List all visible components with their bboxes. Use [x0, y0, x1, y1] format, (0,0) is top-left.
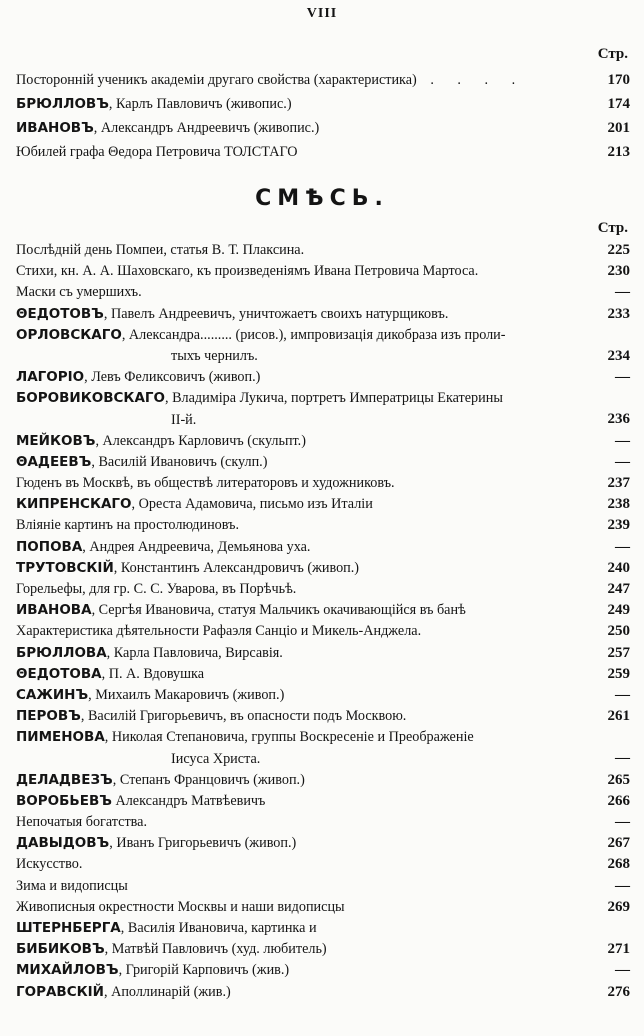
toc-entry-page: 213: [607, 144, 630, 160]
toc-entry: [16, 706, 630, 727]
toc-entry-title: Живописныя окрестности Москвы и наши видописцы: [16, 898, 345, 915]
toc-entry: [16, 452, 630, 473]
toc-entry: [16, 812, 630, 833]
toc-entry: [16, 664, 630, 685]
toc-entry: [16, 494, 630, 515]
toc-entry: [16, 367, 630, 388]
toc-entry-title: Гюденъ въ Москвѣ, въ обществѣ литераторовъ и художниковъ.: [16, 475, 395, 492]
toc-entry: [16, 240, 630, 261]
toc-entry-title: ДАВЫДОВЪ, Иванъ Григорьевичъ (живоп.): [16, 835, 297, 852]
toc-entry-page: 201: [607, 120, 630, 136]
toc-entry-title: Зима и видописцы: [16, 877, 128, 894]
toc-entry: [16, 621, 630, 642]
toc-entry-title: ИВАНОВЪ, Александръ Андреевичъ (живопис.): [16, 120, 320, 136]
page-number: VIII: [306, 6, 338, 21]
toc-entry-name: МИХАЙЛОВЪ: [16, 962, 119, 979]
toc-entry-page: 225: [607, 241, 630, 258]
toc-entry-page: 257: [607, 644, 630, 661]
toc-entry-page: —: [615, 750, 630, 767]
toc-entry-title: Стихи, кн. А. А. Шаховскаго, къ произведеніямъ Ивана Петровича Мартоса.: [16, 263, 479, 280]
toc-entry-page: 259: [607, 665, 630, 682]
page-column-label: Стр.: [597, 46, 628, 62]
toc-entry-page: —: [615, 432, 630, 449]
toc-entry-page: 265: [607, 771, 630, 788]
toc-entry-name: ЛАГОРІО: [16, 369, 85, 386]
toc-entry-name: МЕЙКОВЪ: [16, 432, 96, 449]
toc-entry-name: БИБИКОВЪ: [16, 941, 105, 958]
toc-entry-page: 239: [607, 517, 630, 534]
toc-entry: [16, 982, 630, 1003]
toc-entry-page: —: [615, 453, 630, 470]
toc-entry-title: Послѣдній день Помпеи, статья В. Т. Плаксина.: [16, 242, 305, 258]
toc-entry: [16, 579, 630, 600]
toc-entry-page: 269: [607, 898, 630, 915]
toc-entry-page: 249: [607, 602, 630, 619]
toc-entry: [16, 537, 630, 558]
toc-entry-page: 236: [607, 411, 630, 428]
toc-entry-title: Искусство.: [16, 856, 83, 873]
toc-entry-page: —: [615, 877, 630, 894]
toc-entry-name: ВОРОБЬЕВЪ: [16, 792, 112, 809]
toc-entry-title: Маски съ умершихъ.: [16, 284, 142, 301]
toc-entry: [16, 388, 630, 409]
toc-entry: [16, 325, 630, 346]
toc-entry-title: Вліяніе картинъ на простолюдиновъ.: [16, 517, 240, 534]
toc-entry: [16, 282, 630, 303]
toc-entry-title: БОРОВИКОВСКАГО, Владиміра Лукича, портретъ Императрицы Екатерины: [16, 390, 503, 407]
toc-entry-name: ДЕЛАДВЕЗЪ: [16, 771, 113, 788]
toc-entry: [16, 140, 630, 164]
toc-entry-title: Юбилей графа Θедора Петровича ТОЛСТАГО: [16, 144, 298, 160]
toc-entry-title: ЛАГОРІО, Левъ Феликсовичъ (живоп.): [16, 369, 261, 386]
toc-entry-title: Іисуса Христа.: [171, 750, 261, 767]
toc-entry-title: ИВАНОВА, Сергѣя Ивановича, статуя Мальчикъ окачивающійся въ банѣ: [16, 602, 466, 619]
toc-entry-title: БИБИКОВЪ, Матвѣй Павловичъ (худ. любитель): [16, 941, 327, 958]
toc-entry-name: ДАВЫДОВЪ: [16, 835, 110, 852]
toc-entry: [16, 643, 630, 664]
toc-entry: [16, 473, 630, 494]
toc-entry-title: ГОРАВСКІЙ, Аполлинарій (жив.): [16, 983, 231, 1000]
toc-entry-name: БОРОВИКОВСКАГО: [16, 390, 165, 407]
toc-entry-page: —: [615, 962, 630, 979]
toc-entry-page: 268: [607, 856, 630, 873]
toc-entry-name: ИВАНОВА: [16, 602, 92, 619]
toc-entry-title: МЕЙКОВЪ, Александръ Карловичъ (скульпт.): [16, 432, 306, 449]
toc-entry: [16, 727, 630, 748]
toc-entry-title: БРЮЛЛОВЪ, Карлъ Павловичъ (живопис.): [16, 96, 292, 112]
page-column-label-2: Стр.: [597, 220, 628, 236]
toc-entry-page: 247: [607, 580, 630, 597]
toc-entry-page: 238: [607, 496, 630, 513]
toc-entry: [16, 791, 630, 812]
toc-entry-title: ΘЕДОТОВЪ, Павелъ Андреевичъ, уничтожаетъ своихъ натурщиковъ.: [16, 305, 449, 322]
toc-entry-name: ΘАДЕЕВЪ: [16, 453, 92, 470]
toc-entry: [16, 685, 630, 706]
toc-entry-title: ШТЕРНБЕРГА, Василія Ивановича, картинка и: [16, 920, 317, 936]
toc-entry-page: 250: [607, 623, 630, 640]
toc-entry-name: ПЕРОВЪ: [16, 708, 81, 725]
toc-entry-page: —: [615, 369, 630, 386]
toc-entry-name: ИВАНОВЪ: [16, 120, 94, 136]
toc-entry-page: 261: [607, 708, 630, 725]
toc-entry-page: 276: [607, 983, 630, 1000]
toc-entry: [16, 770, 630, 791]
toc-entry-title: Непочатыя богатства.: [16, 814, 148, 831]
toc-entry-name: САЖИНЪ: [16, 686, 89, 703]
toc-entry-name: ОРЛОВСКАГО: [16, 326, 122, 343]
toc-entry-name: ΘЕДОТОВЪ: [16, 305, 104, 322]
toc-entry-name: БРЮЛЛОВЪ: [16, 96, 109, 112]
toc-entry: [16, 261, 630, 282]
toc-entry-page: —: [615, 686, 630, 703]
toc-entry-title: МИХАЙЛОВЪ, Григорій Карповичъ (жив.): [16, 962, 290, 979]
toc-entry: [16, 854, 630, 875]
toc-entry: [16, 346, 630, 367]
toc-entry-title: САЖИНЪ, Михаилъ Макаровичъ (живоп.): [16, 686, 285, 703]
toc-entry-page: 170: [607, 72, 630, 88]
toc-entry-name: ΘЕДОТОВА: [16, 665, 102, 682]
toc-entry-title: ΘЕДОТОВА, П. А. Вдовушка: [16, 665, 205, 682]
toc-entry-page: 266: [607, 792, 630, 809]
toc-entry-title: Характеристика дѣятельности Рафаэля Санціо и Микель-Анджела.: [16, 623, 422, 640]
toc-entry: [16, 918, 630, 939]
toc-entry: [16, 876, 630, 897]
toc-entry-title: БРЮЛЛОВА, Карла Павловича, Вирсавія.: [16, 644, 283, 661]
toc-entry-title: тыхъ чернилъ.: [171, 347, 258, 364]
toc-entry-name: ПИМЕНОВА: [16, 729, 105, 746]
toc-entry-title: ТРУТОВСКІЙ, Константинъ Александровичъ (живоп.): [16, 559, 360, 576]
toc-entry-title: Горельефы, для гр. С. С. Уварова, въ Порѣчьѣ.: [16, 581, 297, 597]
toc-entry-page: 230: [607, 263, 630, 280]
toc-entry: [16, 92, 630, 116]
toc-entry: [16, 410, 630, 431]
toc-entry-name: ШТЕРНБЕРГА: [16, 920, 121, 936]
toc-entry-page: 234: [607, 347, 630, 364]
toc-entry-title: ДЕЛАДВЕЗЪ, Степанъ Францовичъ (живоп.): [16, 771, 305, 788]
toc-entry: [16, 558, 630, 579]
toc-entry-page: 237: [607, 475, 630, 492]
toc-entry-name: ПОПОВА: [16, 538, 83, 555]
toc-entry-page: —: [615, 538, 630, 555]
toc-entry: [16, 939, 630, 960]
toc-entry: [16, 431, 630, 452]
toc-entry-dots: . . . .: [416, 72, 526, 88]
toc-entry: [16, 897, 630, 918]
toc-entry-title: ОРЛОВСКАГО, Александра......... (рисов.), импровизація дикобраза изъ проли-: [16, 326, 506, 343]
toc-entry-page: 240: [607, 559, 630, 576]
toc-entry: [16, 960, 630, 981]
toc-entry-title: II-й.: [171, 411, 197, 428]
toc-entry: [16, 304, 630, 325]
toc-entry-page: 271: [607, 941, 630, 958]
toc-entry-title: ВОРОБЬЕВЪ Александръ Матвѣевичъ: [16, 792, 266, 809]
toc-section-2: [16, 240, 630, 1003]
toc-entry-page: —: [615, 814, 630, 831]
toc-section-1: [16, 68, 630, 164]
toc-entry: [16, 116, 630, 140]
toc-entry: [16, 515, 630, 536]
toc-entry-page: 174: [607, 96, 630, 112]
toc-entry: [16, 68, 630, 92]
toc-entry-page: 267: [607, 835, 630, 852]
toc-entry-title: ПИМЕНОВА, Николая Степановича, группы Воскресеніе и Преображеніе: [16, 729, 474, 746]
toc-entry-title: Посторонній ученикъ академіи другаго свойства (характеристика) . . . .: [16, 72, 526, 88]
toc-entry-page: —: [615, 284, 630, 301]
section-title: СМѢСЬ.: [255, 186, 389, 211]
toc-entry: [16, 749, 630, 770]
toc-entry: [16, 600, 630, 621]
toc-entry: [16, 833, 630, 854]
toc-entry-title: КИПРЕНСКАГО, Ореста Адамовича, письмо изъ Италіи: [16, 496, 373, 513]
toc-entry-title: ПЕРОВЪ, Василій Григорьевичъ, въ опасности подъ Москвою.: [16, 708, 407, 725]
toc-entry-name: КИПРЕНСКАГО: [16, 496, 132, 513]
toc-entry-title: ПОПОВА, Андрея Андреевича, Демьянова уха.: [16, 538, 311, 555]
toc-entry-name: БРЮЛЛОВА: [16, 644, 107, 661]
toc-entry-title: ΘАДЕЕВЪ, Василій Ивановичъ (скулп.): [16, 453, 268, 470]
toc-entry-name: ТРУТОВСКІЙ: [16, 559, 114, 576]
toc-entry-page: 233: [607, 305, 630, 322]
toc-entry-name: ГОРАВСКІЙ: [16, 983, 104, 1000]
